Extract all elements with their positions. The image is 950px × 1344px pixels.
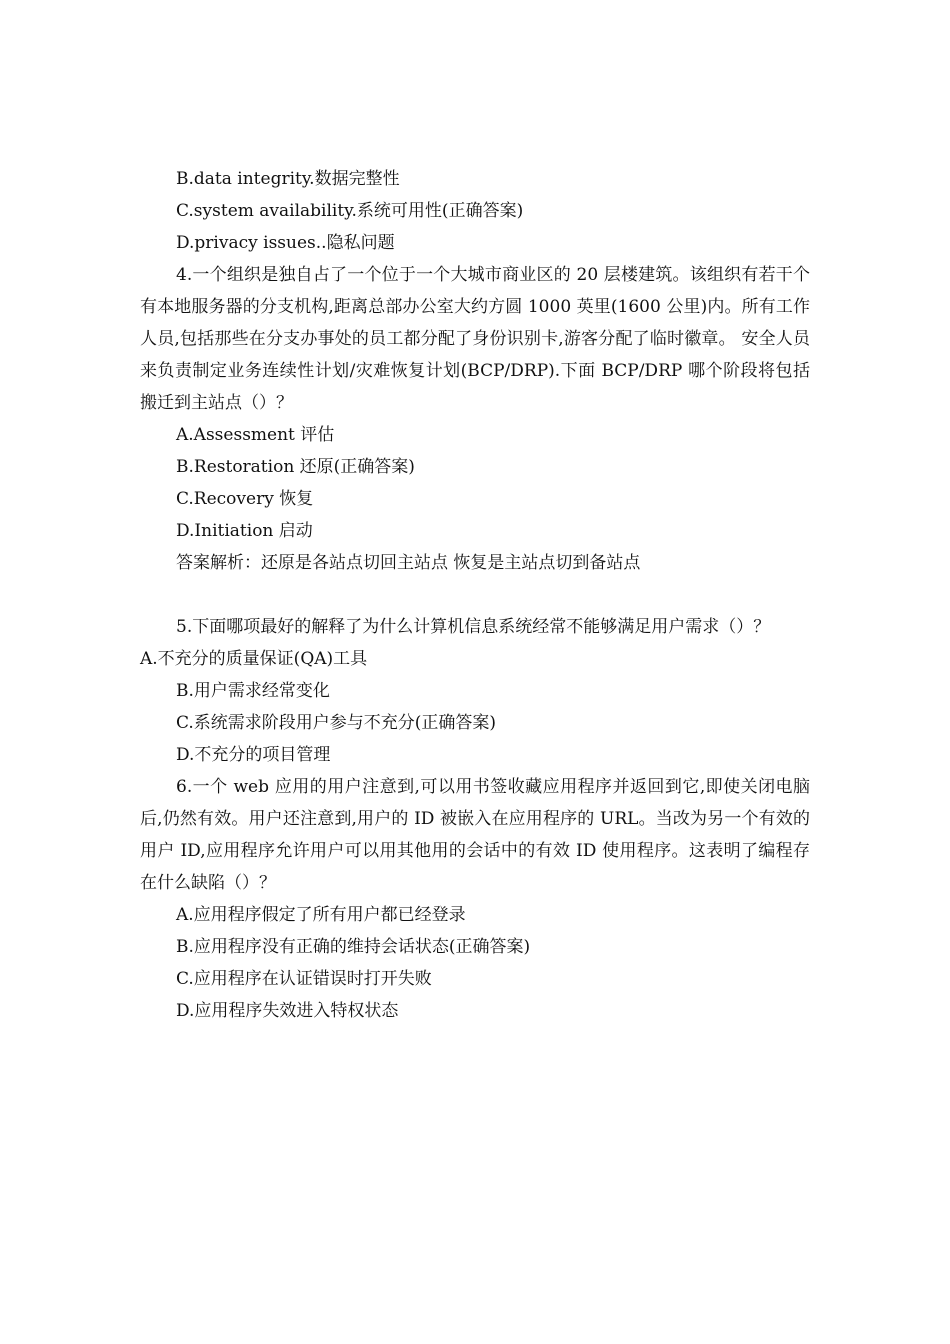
- q3-option-c: C.system availability.系统可用性(正确答案): [176, 201, 524, 221]
- q3-option-b: B.data integrity.数据完整性: [176, 169, 400, 189]
- document-body: [140, 163, 810, 1027]
- q5-stem: 5.下面哪项最好的解释了为什么计算机信息系统经常不能够满足用户需求（）？: [176, 617, 771, 637]
- q4-analysis: 答案解析：还原是各站点切回主站点 恢复是主站点切到备站点: [176, 553, 641, 573]
- q4-option-a: A.Assessment 评估: [176, 425, 335, 445]
- q3-option-d: D.privacy issues..隐私问题: [176, 233, 395, 253]
- q6-option-d: D.应用程序失效进入特权状态: [176, 1001, 399, 1021]
- q4-stem: 4.一个组织是独自占了一个位于一个大城市商业区的 20 层楼建筑。该组织有若干个有本地服务器的分支机构,距离总部办公室大约方圆 1000 英里(1600 公里)内。所有工作人员,包括那些在分支办事处的员工都分配了身份识别卡,游客分配了临时徽章。 安全人员来负责制定业务连续性计划/灾难恢复计划(BCP/DRP).下面 BCP/DRP 哪个阶段将包括搬迁到主站点（）？: [140, 265, 810, 413]
- q5-option-d: D.不充分的项目管理: [176, 745, 331, 765]
- q6-stem: 6.一个 web 应用的用户注意到,可以用书签收藏应用程序并返回到它,即使关闭电脑后,仍然有效。用户还注意到,用户的 ID 被嵌入在应用程序的 URL。当改为另一个有效的用户 ID,应用程序允许用户可以用其他用的会话中的有效 ID 使用程序。这表明了编程存在什么缺陷（）？: [140, 777, 810, 893]
- q4-option-d: D.Initiation 启动: [176, 521, 313, 541]
- q5-option-b: B.用户需求经常变化: [176, 681, 330, 701]
- q5-option-c: C.系统需求阶段用户参与不充分(正确答案): [176, 713, 497, 733]
- q6-option-a: A.应用程序假定了所有用户都已经登录: [176, 905, 466, 925]
- q4-option-c: C.Recovery 恢复: [176, 489, 314, 509]
- q5-option-a: A.不充分的质量保证(QA)工具: [140, 649, 368, 669]
- blank-line: [140, 579, 810, 611]
- q6-option-c: C.应用程序在认证错误时打开失败: [176, 969, 432, 989]
- q4-option-b: B.Restoration 还原(正确答案): [176, 457, 415, 477]
- q6-option-b: B.应用程序没有正确的维持会话状态(正确答案): [176, 937, 531, 957]
